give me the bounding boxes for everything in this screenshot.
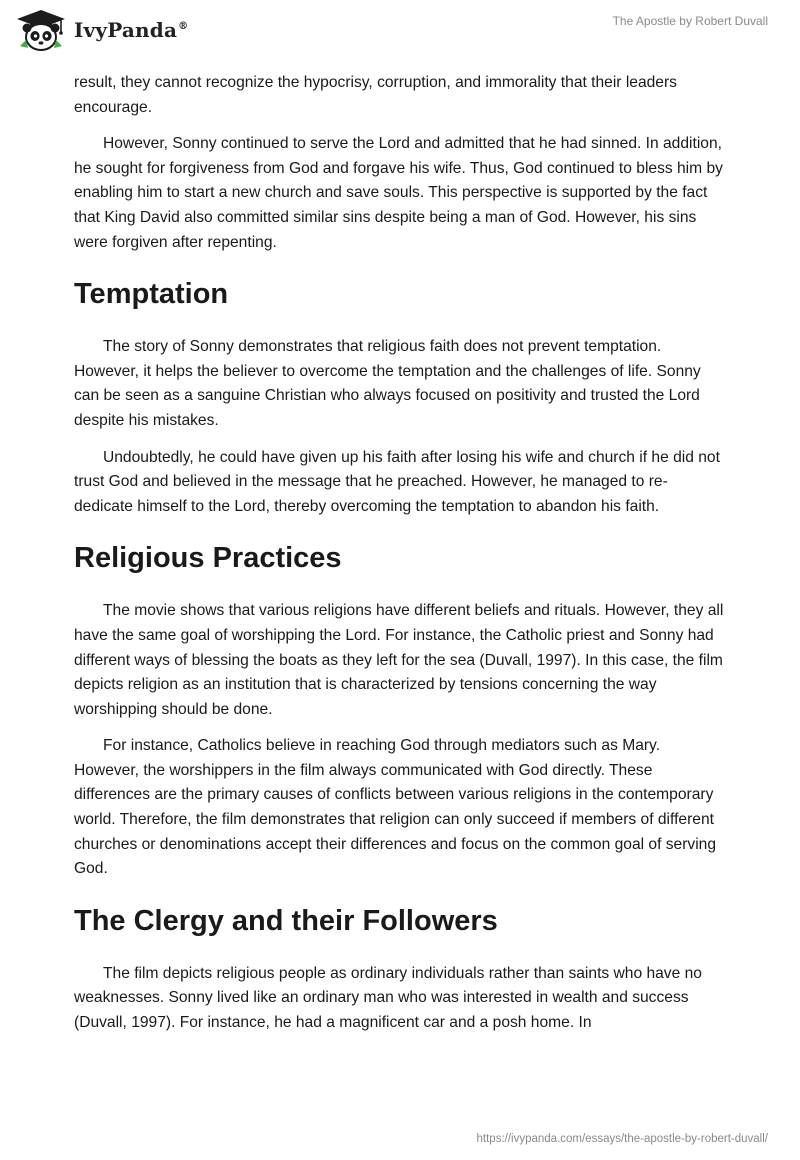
logo-text: IvyPanda®	[74, 18, 189, 42]
section-heading-temptation: Temptation	[74, 278, 229, 311]
essay-content	[74, 71, 724, 1048]
paragraph: However, Sonny continued to serve the Lord and admitted that he had sinned. In addition, he sought for forgiveness from God and forgave his wife. Thus, God continued to bless him by enabling him to start a new church and save souls. This perspective is supported by the fact that King David also committed similar sins despite being a man of God. However, his sins were forgiven after repenting.	[74, 135, 723, 251]
registered-mark: ®	[178, 21, 189, 33]
document-title: The Apostle by Robert Duvall	[612, 14, 768, 28]
paragraph: result, they cannot recognize the hypocrisy, corruption, and immorality that their leaders encourage.	[74, 74, 677, 116]
paragraph: Undoubtedly, he could have given up his faith after losing his wife and church if he did not trust God and believed in the message that he preached. However, he managed to re-dedicate himself to the Lord, thereby overcoming the temptation to abandon his faith.	[74, 448, 720, 515]
panda-graduate-icon	[16, 8, 66, 52]
section-heading-religious-practices: Religious Practices	[74, 542, 342, 575]
paragraph: The movie shows that various religions have different beliefs and rituals. However, they all have the same goal of worshipping the Lord. For instance, the Catholic priest and Sonny had different ways of blessing the boats as they left for the sea (Duvall, 1997). In this case, the film depicts religion as an institution that is characterized by tensions concerning the way worshipping should be done.	[74, 602, 724, 718]
page-header	[0, 0, 800, 60]
paragraph: The story of Sonny demonstrates that religious faith does not prevent temptation. However, it helps the believer to overcome the temptation and the challenges of life. Sonny can be seen as a sanguine Christian who always focused on positivity and trusted the Lord despite his mistakes.	[74, 338, 701, 429]
paragraph: The film depicts religious people as ordinary individuals rather than saints who have no weaknesses. Sonny lived like an ordinary man who was interested in wealth and success (Duvall, 1997). For instance, he had a magnificent car and a posh home. In	[74, 964, 702, 1032]
source-url-link[interactable]: https://ivypanda.com/essays/the-apostle-by-robert-duvall/	[476, 1133, 768, 1145]
paragraph: For instance, Catholics believe in reaching God through mediators such as Mary. However, the worshippers in the film always communicated with God directly. These differences are the primary causes of conflicts between various religions in the contemporary world. Therefore, the film demonstrates that religion can only succeed if members of different churches or denominations accept their differences and focus on the common goal of serving God.	[74, 737, 717, 878]
ivypanda-logo[interactable]	[16, 8, 188, 52]
section-heading-clergy-followers: The Clergy and their Followers	[74, 904, 498, 937]
